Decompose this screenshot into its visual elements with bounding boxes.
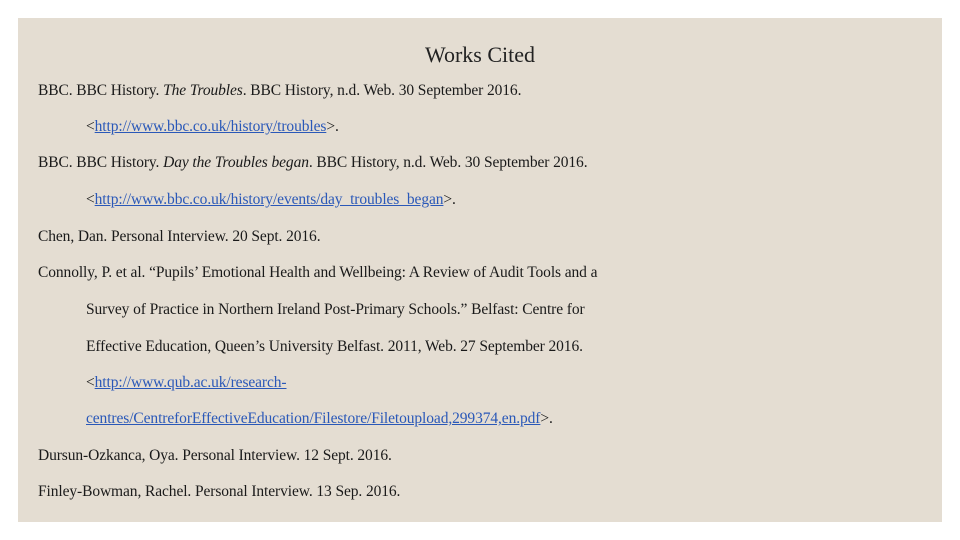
- citation-connolly-url1: <http://www.qub.ac.uk/research-: [86, 374, 287, 391]
- page-title: Works Cited: [424, 42, 536, 67]
- citation-bbc-day: BBC. BBC History. Day the Troubles began. BBC History, n.d. Web. 30 September 2016.: [38, 154, 588, 171]
- citation-chen: Chen, Dan. Personal Interview. 20 Sept. 2016.: [38, 228, 321, 245]
- citation-connolly-url2: centres/CentreforEffectiveEducation/Filestore/Filetoupload,299374,en.pdf>.: [86, 410, 553, 427]
- connolly-link-part2[interactable]: centres/CentreforEffectiveEducation/Filestore/Filetoupload,299374,en.pdf: [86, 410, 541, 427]
- citation-connolly-line1: Connolly, P. et al. “Pupils’ Emotional Health and Wellbeing: A Review of Audit Tools and a: [38, 264, 598, 281]
- citation-connolly-line3: Effective Education, Queen’s University Belfast. 2011, Web. 27 September 2016.: [86, 338, 583, 355]
- citation-bbc-day-url: <http://www.bbc.co.uk/history/events/day_troubles_began>.: [86, 191, 456, 208]
- citation-connolly-line2: Survey of Practice in Northern Ireland Post-Primary Schools.” Belfast: Centre for: [86, 301, 585, 318]
- citation-bbc-troubles-url: <http://www.bbc.co.uk/history/troubles>.: [86, 118, 339, 135]
- citation-bbc-troubles: BBC. BBC History. The Troubles. BBC History, n.d. Web. 30 September 2016.: [38, 82, 522, 99]
- slide: [18, 18, 942, 522]
- bbc-troubles-link[interactable]: http://www.bbc.co.uk/history/troubles: [94, 118, 327, 135]
- bbc-day-link[interactable]: http://www.bbc.co.uk/history/events/day_troubles_began: [94, 191, 444, 208]
- citation-finley: Finley-Bowman, Rachel. Personal Interview. 13 Sep. 2016.: [38, 483, 401, 500]
- citation-dursun: Dursun-Ozkanca, Oya. Personal Interview. 12 Sept. 2016.: [38, 447, 392, 464]
- connolly-link-part1[interactable]: http://www.qub.ac.uk/research-: [94, 374, 287, 391]
